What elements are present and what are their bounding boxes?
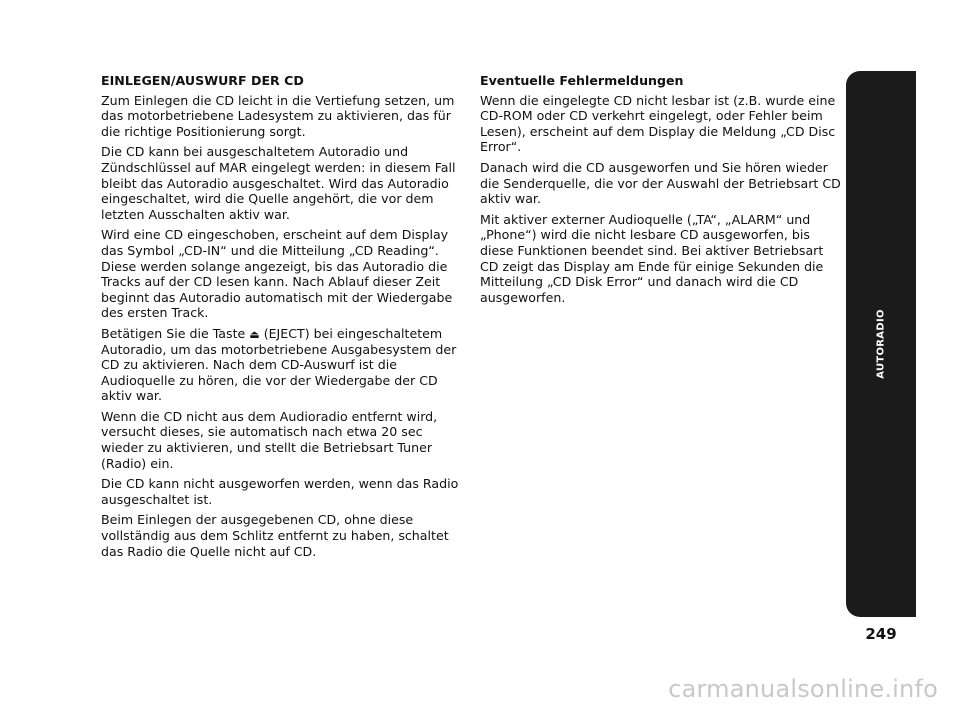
section-tab xyxy=(846,71,916,617)
watermark: carmanualsonline.info xyxy=(668,675,938,703)
paragraph: Mit aktiver externer Audioquelle („TA“, „ALARM“ und „Phone“) wird die nicht lesbare CD ausgeworfen, bis diese Funktionen beendet sind. Bei aktiver Betriebsart CD zeigt das Display am Ende für einige Sekunden die Mitteilung „CD Disk Error“ und danach wird die CD ausgeworfen. xyxy=(480,211,824,305)
paragraph: Zum Einlegen die CD leicht in die Vertiefung setzen, um das motorbetriebene Ladesystem zu aktivieren, das für die richtige Positionierung sorgt. xyxy=(101,92,455,139)
section-heading: EINLEGEN/AUSWURF DER CD xyxy=(101,73,304,88)
eject-text-after: (EJECT) bei eingeschaltetem Autoradio, um das motorbetriebene Ausgabesystem der CD zu aktivieren. Nach dem CD-Auswurf ist die Audioquelle zu hören, die vor der Wiedergabe der CD aktiv war. xyxy=(101,325,457,404)
eject-icon: ⏏ xyxy=(249,327,260,341)
section-heading: Eventuelle Fehlermeldungen xyxy=(480,73,684,88)
paragraph: Die CD kann nicht ausgeworfen werden, wenn das Radio ausgeschaltet ist. xyxy=(101,476,459,507)
eject-paragraph xyxy=(101,326,463,404)
section-tab-label: AUTORADIO xyxy=(875,309,887,379)
paragraph: Beim Einlegen der ausgegebenen CD, ohne diese vollständig aus dem Schlitz entfernt zu haben, schaltet das Radio die Quelle nicht auf CD. xyxy=(101,512,449,559)
paragraph: Wenn die CD nicht aus dem Audioradio entfernt wird, versucht dieses, sie automatisch nach etwa 20 sec wieder zu aktivieren, und stellt die Betriebsart Tuner (Radio) ein. xyxy=(101,408,438,471)
eject-text-before: Betätigen Sie die Taste xyxy=(101,325,250,341)
paragraph: Wenn die eingelegte CD nicht lesbar ist (z.B. wurde eine CD-ROM oder CD verkehrt eingelegt, oder Fehler beim Lesen), erscheint auf dem Display die Meldung „CD Disc Error“. xyxy=(480,92,836,155)
right-column xyxy=(480,73,842,310)
paragraph: Wird eine CD eingeschoben, erscheint auf dem Display das Symbol „CD-IN“ und die Mitteilung „CD Reading“. Diese werden solange angezeigt, bis das Autoradio die Tracks auf der CD lesen kann. Nach Ablauf dieser Zeit beginnt das Autoradio automatisch mit der Wiedergabe des ersten Track. xyxy=(101,227,453,321)
paragraph: Danach wird die CD ausgeworfen und Sie hören wieder die Senderquelle, die vor der Auswahl der Betriebsart CD aktiv war. xyxy=(480,159,841,207)
page-number: 249 xyxy=(865,625,897,643)
left-column xyxy=(101,73,463,564)
paragraph: Die CD kann bei ausgeschaltetem Autoradio und Zündschlüssel auf MAR eingelegt werden: in diesem Fall bleibt das Autoradio ausgeschaltet. Wird das Autoradio eingeschaltet, wird die Quelle angehört, die vor dem letzten Ausschalten aktiv war. xyxy=(101,144,456,222)
